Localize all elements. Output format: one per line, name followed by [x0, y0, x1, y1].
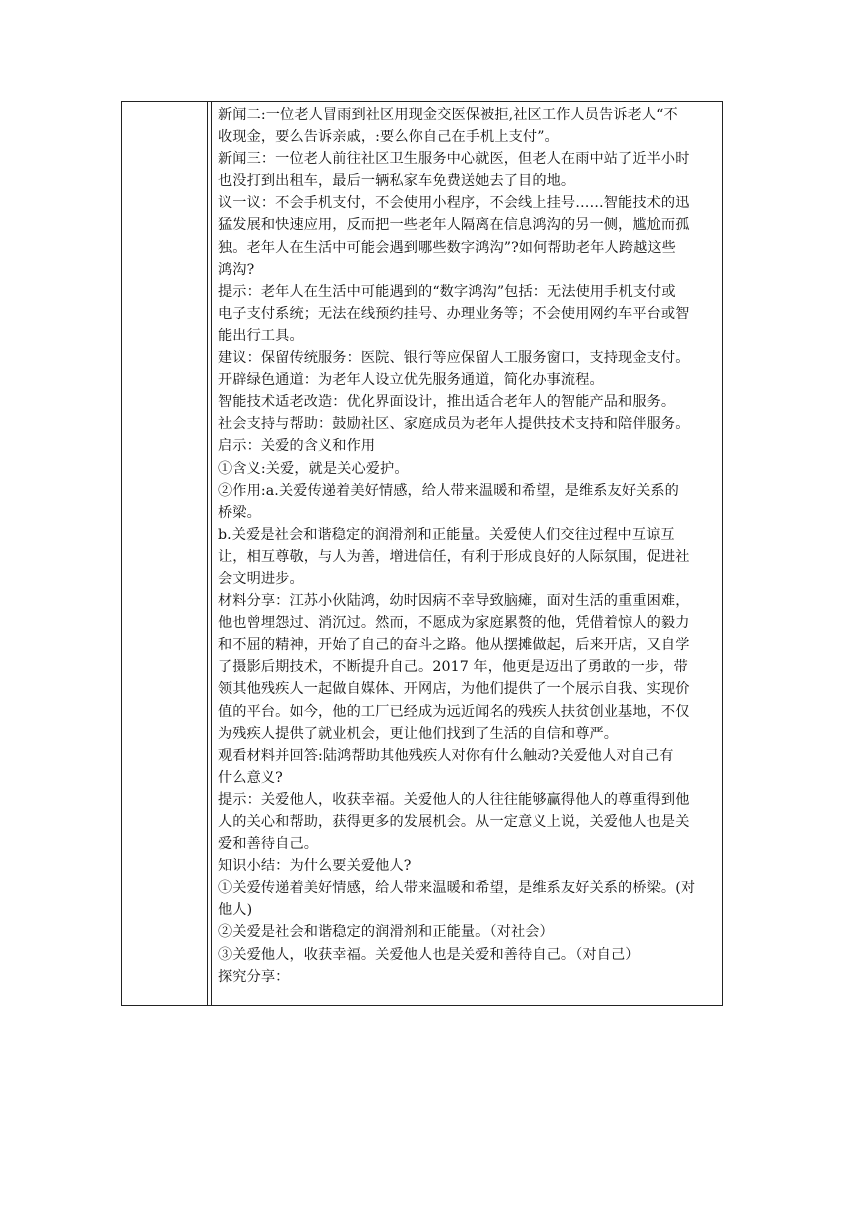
text-line: ②关爱是社会和谐稳定的润滑剂和正能量。（对社会） [218, 924, 554, 941]
text-line: 提示：关爱他人，收获幸福。关爱他人的人往往能够赢得他人的尊重得到他 [218, 791, 690, 808]
text-line: 鸿沟? [218, 261, 255, 278]
text-line: ①含义:关爱，就是关心爱护。 [218, 460, 409, 477]
text-line: 什么意义? [218, 769, 283, 786]
text-line: 猛发展和快速应用，反而把一些老年人隔离在信息鸿沟的另一侧，尴尬而孤 [218, 217, 690, 234]
text-line: 为残疾人提供了就业机会，更让他们找到了生活的自信和尊严。 [218, 725, 619, 742]
text-line: b.关爱是社会和谐稳定的润滑剂和正能量。关爱使人们交往过程中互谅互 [218, 526, 675, 543]
text-line: 爱和善待自己。 [218, 836, 319, 853]
text-line: 让，相互尊敬，与人为善，增进信任，有利于形成良好的人际氛围，促进社 [218, 548, 690, 565]
text-line: ①关爱传递着美好情感，给人带来温暖和希望，是维系友好关系的桥梁。(对 [218, 880, 696, 897]
text-line: 桥梁。 [218, 504, 261, 521]
text-line: ③关爱他人，收获幸福。关爱他人也是关爱和善待自己。（对自己） [218, 946, 640, 963]
text-line: 智能技术适老改造：优化界面设计，推出适合老年人的智能产品和服务。 [218, 394, 676, 411]
text-line: 人的关心和帮助，获得更多的发展机会。从一定意义上说，关爱他人也是关 [218, 814, 690, 830]
text-line: 观看材料并回答:陆鸿帮助其他残疾人对你有什么触动?关爱他人对自己有 [218, 747, 674, 764]
text-line: 材料分享：江苏小伙陆鸿，幼时因病不幸导致脑瘫，面对生活的重重困难， [218, 593, 690, 610]
text-line: 开辟绿色通道：为老年人设立优先服务通道，简化办事流程。 [218, 372, 604, 389]
text-line: 建议：保留传统服务：医院、银行等应保留人工服务窗口，支持现金支付。 [218, 350, 690, 367]
lesson-table [121, 101, 723, 1006]
table-narrow-column [208, 102, 212, 1005]
text-line: 电子支付系统；无法在线预约挂号、办理业务等；不会使用网约车平台或智 [218, 305, 690, 322]
text-line: 社会支持与帮助：鼓励社区、家庭成员为老年人提供技术支持和陪伴服务。 [218, 416, 690, 433]
text-line: 领其他残疾人一起做自媒体、开网店，为他们提供了一个展示自我、实现价 [218, 681, 690, 698]
table-content-cell [218, 104, 718, 988]
text-line: 知识小结：为什么要关爱他人? [218, 858, 412, 875]
text-line: 独。老年人在生活中可能会遇到哪些数字鸿沟”?如何帮助老年人跨越这些 [218, 239, 676, 256]
text-line: 值的平台。如今，他的工厂已经成为远近闻名的残疾人扶贫创业基地，不仅 [218, 703, 690, 720]
text-line: 启示：关爱的含义和作用 [218, 438, 376, 455]
text-line: 会文明进步。 [218, 570, 304, 587]
text-line: 和不屈的精神，开始了自己的奋斗之路。他从摆摊做起，后来开店，又自学 [218, 637, 690, 654]
text-line: 也没打到出租车，最后一辆私家车免费送她去了目的地。 [218, 173, 576, 190]
text-line: 他人) [218, 902, 253, 919]
text-line: 探究分享： [218, 968, 290, 985]
text-line: 议一议：不会手机支付，不会使用小程序，不会线上挂号……智能技术的迅 [218, 195, 690, 212]
text-line: 提示：老年人在生活中可能遇到的“数字鸿沟”包括：无法使用手机支付或 [218, 283, 676, 300]
text-line: 他也曾埋怨过、消沉过。然而，不愿成为家庭累赘的他，凭借着惊人的毅力 [218, 615, 690, 632]
text-line: 新闻三：一位老人前往社区卫生服务中心就医，但老人在雨中站了近半小时 [218, 151, 690, 168]
text-line: 收现金，要么告诉亲戚，:要么你自己在手机上支付”。 [218, 129, 559, 146]
text-line: 新闻二:一位老人冒雨到社区用现金交医保被拒,社区工作人员告诉老人“不 [218, 107, 678, 123]
table-left-column [122, 102, 208, 1005]
text-line: 了摄影后期技术，不断提升自己。2017 年，他更是迈出了勇敢的一步，带 [218, 659, 688, 676]
text-line: 能出行工具。 [218, 327, 304, 344]
text-line: ②作用:a.关爱传递着美好情感，给人带来温暖和希望，是维系友好关系的 [218, 482, 679, 499]
